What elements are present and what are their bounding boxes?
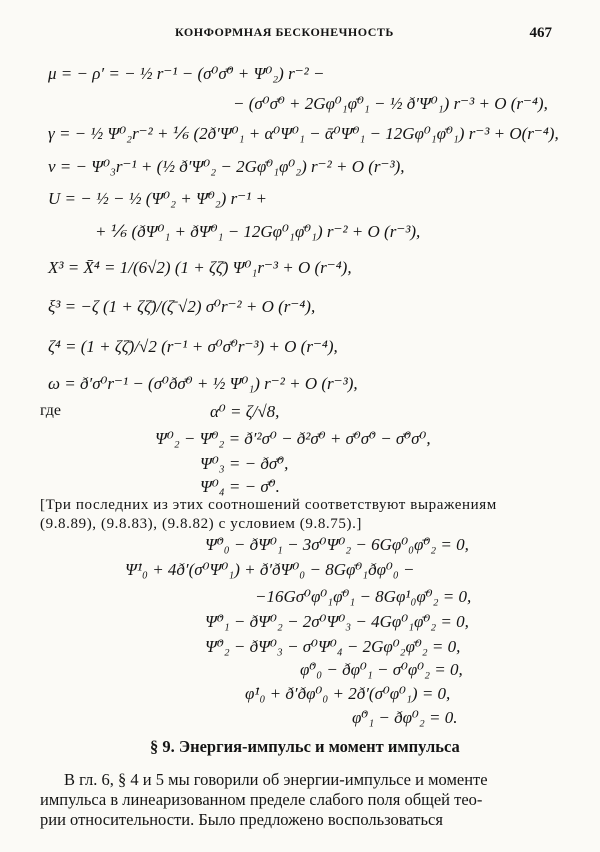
equation-u-1: U = − ½ − ½ (Ψ⁰₂ + Ψ̄⁰₂) r⁻¹ +	[48, 189, 267, 208]
note-line-1: [Три последних из этих соотношений соответствуют выражениям	[40, 497, 497, 513]
equation-nu: ν = − Ψ⁰₃r⁻¹ + (½ ð′Ψ⁰₂ − 2Gφ̄⁰₁φ⁰₂) r⁻² + O (r⁻³),	[48, 157, 405, 176]
bianchi-equation-3: −16Gσ⁰φ⁰₁φ̄⁰₁ − 8Gφ¹₀φ̄⁰₂ = 0,	[255, 587, 472, 606]
bianchi-equation-7: φ̇¹₀ + ð′ðφ⁰₀ + 2ð′(σ⁰φ⁰₁) = 0,	[245, 684, 451, 703]
bianchi-equation-5: Ψ̇⁰₂ − ðΨ⁰₃ − σ⁰Ψ⁰₄ − 2Gφ⁰₂φ̄⁰₂ = 0,	[205, 637, 461, 656]
section-title: § 9. Энергия-импульс и момент импульса	[150, 737, 460, 756]
bianchi-equation-4: Ψ̇⁰₁ − ðΨ⁰₂ − 2σ⁰Ψ⁰₃ − 4Gφ⁰₁φ̄⁰₂ = 0,	[205, 612, 469, 631]
equation-omega: ω = ð′σ⁰r⁻¹ − (σ⁰ðσ̄⁰ + ½ Ψ⁰₁) r⁻² + O (r⁻³),	[48, 374, 358, 393]
running-header	[0, 25, 600, 45]
equation-mu-2: − (σ⁰σ̄⁰ + 2Gφ⁰₁φ̄⁰₁ − ½ ð′Ψ⁰₁) r⁻³ + O (r⁻⁴),	[233, 94, 548, 113]
equation-gamma: γ = − ½ Ψ⁰₂r⁻² + ⅙ (2ð′Ψ⁰₁ + α⁰Ψ⁰₁ − ᾱ⁰Ψ̄⁰₁ − 12Gφ⁰₁φ̄⁰₁) r⁻³ + O(r⁻⁴),	[48, 124, 559, 143]
equation-u-2: + ⅙ (ðΨ⁰₁ + ðΨ̄⁰₁ − 12Gφ⁰₁φ̄⁰₁) r⁻² + O (r⁻³),	[95, 222, 421, 241]
paragraph-line-2: импульса в линеаризованном пределе слабого поля общей тео-	[40, 790, 483, 809]
equation-xi3: ξ³ = −ζ (1 + ζζ̄)/(ζ̄ √2) σ⁰r⁻² + O (r⁻⁴),	[48, 297, 316, 316]
paragraph-line-3: рии относительности. Было предложено воспользоваться	[40, 810, 443, 829]
bianchi-equation-1: Ψ̇⁰₀ − ðΨ⁰₁ − 3σ⁰Ψ⁰₂ − 6Gφ⁰₀φ̄̇⁰₂ = 0,	[205, 535, 469, 554]
equation-zeta4: ζ⁴ = (1 + ζζ̄)/√2 (r⁻¹ + σ⁰σ̄⁰r⁻³) + O (r⁻⁴),	[48, 337, 338, 356]
where-equation-psi4: Ψ⁰₄ = − σ̄̈⁰.	[200, 477, 280, 496]
where-equation-psi2: Ψ⁰₂ − Ψ̄⁰₂ = ð′²σ⁰ − ð²σ̄⁰ + σ̄⁰σ̇⁰ − σ̄̇⁰σ⁰,	[155, 429, 431, 448]
bianchi-equation-2: Ψ̇¹₀ + 4ð′(σ⁰Ψ⁰₁) + ð′ðΨ⁰₀ − 8Gφ̄⁰₁ðφ⁰₀ −	[125, 560, 415, 579]
note-line-2: (9.8.89), (9.8.83), (9.8.82) с условием (9.8.75).]	[40, 516, 363, 532]
paragraph-line-1: В гл. 6, § 4 и 5 мы говорили об энергии-импульсе и моменте	[64, 770, 488, 789]
bianchi-equation-8: φ̇⁰₁ − ðφ⁰₂ = 0.	[352, 708, 458, 727]
header-title: КОНФОРМНАЯ БЕСКОНЕЧНОСТЬ	[175, 25, 394, 39]
equation-x3: X³ = X̄⁴ = 1/(6√2) (1 + ζζ̄) Ψ⁰₁r⁻³ + O (r⁻⁴),	[48, 258, 352, 277]
equation-mu-1: μ = − ρ′ = − ½ r⁻¹ − (σ⁰σ̄̇⁰ + Ψ⁰₂) r⁻² −	[48, 64, 325, 83]
page-number: 467	[529, 25, 552, 41]
where-label: где	[40, 402, 62, 419]
where-equation-alpha: α⁰ = ζ/√8,	[210, 402, 280, 421]
bianchi-equation-6: φ̇⁰₀ − ðφ⁰₁ − σ⁰φ⁰₂ = 0,	[300, 660, 463, 679]
where-equation-psi3: Ψ⁰₃ = − ðσ̄̇⁰,	[200, 454, 289, 473]
